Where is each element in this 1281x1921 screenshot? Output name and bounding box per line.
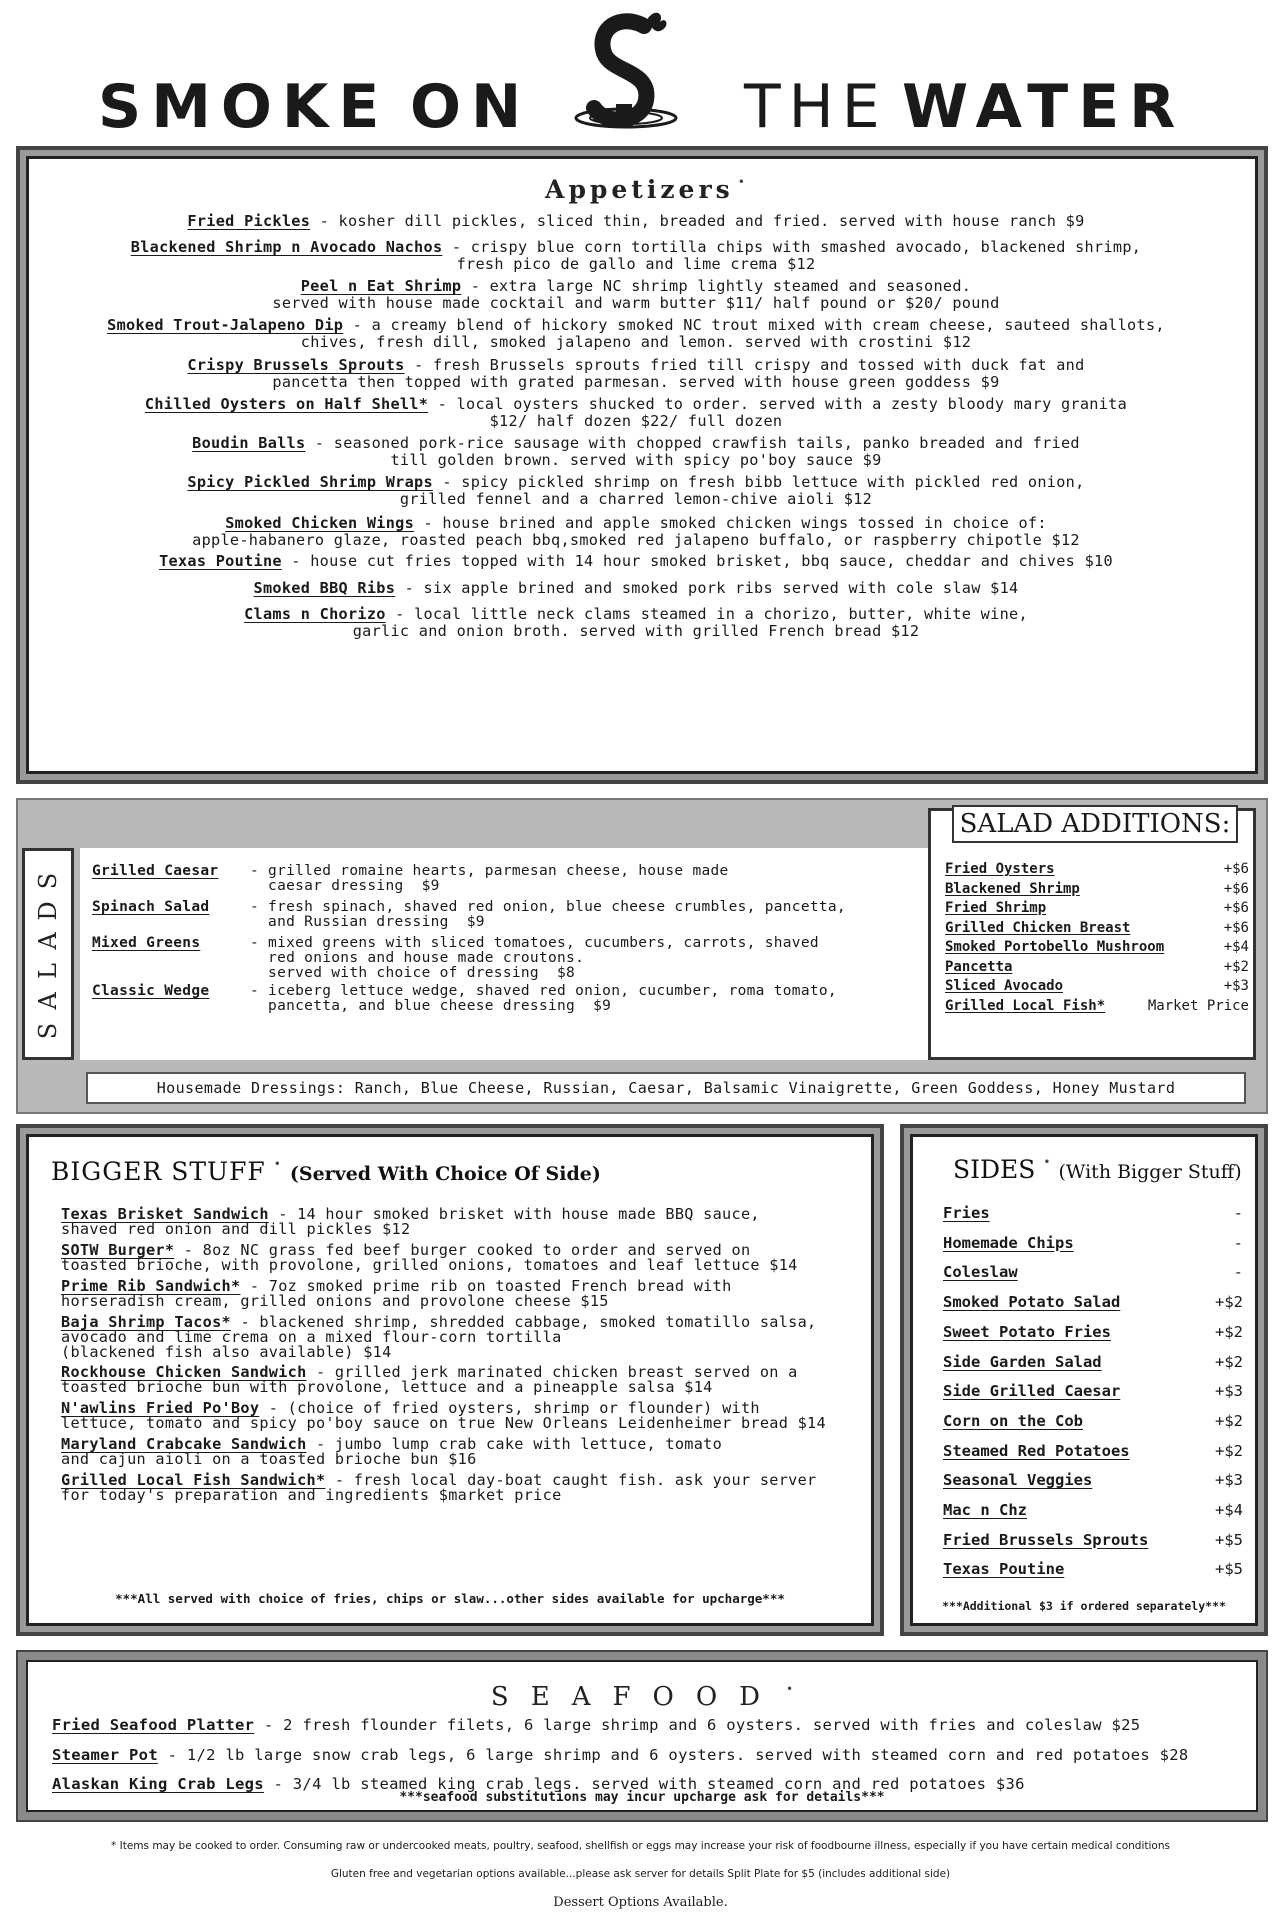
appetizer-item (29, 357, 1243, 391)
menu-header (0, 0, 1281, 145)
salads-vertical-label (22, 848, 74, 1060)
bigger-stuff-section (16, 1124, 884, 1636)
side-price: - (1233, 1204, 1243, 1222)
sides-panel (910, 1134, 1258, 1626)
sides-title: SIDES (953, 1155, 1036, 1184)
salad-addition-price: +$6 (1223, 861, 1249, 877)
bigger-stuff-description-cont: toasted brioche bun with provolone, lettuce and a pineapple salsa $14 (61, 1378, 713, 1396)
dot-icon: • (786, 1682, 794, 1696)
side-item (943, 1353, 1243, 1371)
side-name: Mac n Chz (943, 1501, 1027, 1519)
side-name: Fried Brussels Sprouts (943, 1530, 1149, 1549)
salad-name: Grilled Caesar (92, 863, 219, 879)
sides-note: ***Additional $3 if ordered separately*** (942, 1599, 1226, 1613)
bigger-stuff-item (61, 1437, 881, 1467)
salads-label-letter: D (34, 901, 62, 921)
appetizer-name: Chilled Oysters on Half Shell* (144, 395, 429, 413)
side-name: Seasonal Veggies (943, 1471, 1093, 1490)
bigger-stuff-description: - grilled jerk marinated chicken breast served on a (306, 1363, 798, 1381)
appetizer-description-cont: $12/ half dozen $22/ full dozen (489, 412, 783, 430)
salad-addition-name: Fried Shrimp (945, 900, 1047, 916)
appetizer-description-cont: chives, fresh dill, smoked jalapeno and lemon. served with crostini $12 (300, 333, 972, 351)
appetizer-name: Boudin Balls (192, 434, 306, 452)
seafood-item (52, 1746, 1189, 1764)
appetizer-line (29, 357, 1243, 374)
dot-icon: • (273, 1157, 282, 1171)
salads-list (80, 848, 928, 1060)
salad-description (250, 984, 930, 1014)
bigger-stuff-description-cont: horseradish cream, grilled onions and provolone cheese $15 (61, 1292, 609, 1310)
salad-addition-name: Smoked Portobello Mushroom (945, 939, 1165, 955)
appetizer-name: Texas Poutine (159, 552, 282, 570)
salad-addition-price: +$6 (1223, 880, 1249, 897)
salad-addition-name: Pancetta (945, 958, 1013, 975)
salad-item (92, 935, 819, 981)
appetizer-description-cont: fresh pico de gallo and lime crema $12 (456, 255, 816, 273)
salad-description (250, 936, 930, 981)
appetizer-line (29, 278, 1243, 295)
side-item (943, 1382, 1243, 1400)
side-item (943, 1234, 1243, 1252)
brand-word-the: THE (744, 72, 888, 142)
side-price: +$5 (1215, 1530, 1243, 1549)
bigger-stuff-description-cont: and cajun aioli on a toasted brioche bun $16 (61, 1450, 477, 1468)
salad-addition-price: +$4 (1223, 939, 1249, 955)
appetizer-item (29, 317, 1243, 351)
appetizer-item (29, 606, 1243, 640)
seafood-name: Fried Seafood Platter (52, 1716, 255, 1734)
bigger-stuff-title: BIGGER STUFF (51, 1157, 266, 1186)
appetizer-item (29, 474, 1243, 508)
appetizer-item (29, 580, 1243, 597)
salad-description-line: - fresh spinach, shaved red onion, blue cheese crumbles, pancetta, (250, 899, 846, 915)
side-item (943, 1531, 1243, 1549)
side-item (943, 1501, 1243, 1519)
salad-description-line: caesar dressing $9 (250, 878, 440, 894)
appetizer-line (29, 317, 1243, 334)
side-price: +$5 (1215, 1560, 1243, 1579)
salads-label-letter: S (34, 872, 62, 890)
side-price: +$2 (1215, 1441, 1243, 1460)
bigger-stuff-item (61, 1365, 881, 1395)
seafood-item (52, 1716, 1140, 1734)
salad-addition-item (945, 939, 1249, 955)
salad-addition-item (945, 959, 1249, 975)
dot-icon: • (737, 175, 745, 189)
salad-addition-price: +$6 (1223, 919, 1249, 936)
bigger-stuff-description-cont: for today's preparation and ingredients $market price (61, 1486, 562, 1504)
seafood-description: - 2 fresh flounder filets, 6 large shrimp and 6 oysters. served with fries and coleslaw $25 (254, 1716, 1141, 1734)
appetizer-name: Clams n Chorizo (244, 605, 386, 623)
side-price: +$3 (1215, 1471, 1243, 1490)
salad-addition-name: Fried Oysters (945, 861, 1055, 877)
bigger-stuff-description: - 14 hour smoked brisket with house made BBQ sauce, (268, 1205, 760, 1223)
bigger-stuff-description-cont: avocado and lime crema on a mixed flour-corn tortilla (61, 1328, 562, 1346)
appetizer-description-cont: till golden brown. served with spicy po'boy sauce $9 (390, 451, 882, 469)
bigger-stuff-name: Texas Brisket Sandwich (61, 1205, 269, 1223)
salad-additions-panel (928, 808, 1256, 1060)
side-price: +$3 (1215, 1382, 1243, 1401)
side-item (943, 1560, 1243, 1578)
seafood-title: SEAFOOD (490, 1682, 782, 1712)
side-name: Side Garden Salad (943, 1352, 1102, 1371)
appetizer-description: - fresh Brussels sprouts fried till crispy and tossed with duck fat and (404, 356, 1085, 374)
appetizer-item (29, 553, 1243, 570)
appetizer-name: Fried Pickles (187, 212, 311, 230)
salad-description (250, 864, 930, 894)
salad-item (92, 983, 837, 1014)
appetizer-item (29, 239, 1243, 273)
salad-addition-item (945, 900, 1249, 916)
side-price: +$2 (1215, 1352, 1243, 1371)
salad-addition-item (945, 920, 1249, 936)
appetizer-item (29, 278, 1243, 312)
appetizer-item (29, 213, 1243, 230)
salad-description-line: - grilled romaine hearts, parmesan cheese, house made (250, 863, 729, 879)
appetizer-description: - house brined and apple smoked chicken wings tossed in choice of: (414, 514, 1047, 532)
salad-item (92, 863, 729, 894)
bigger-stuff-description: - 7oz smoked prime rib on toasted French bread with (240, 1277, 732, 1295)
side-name: Smoked Potato Salad (943, 1293, 1121, 1312)
bigger-stuff-name: Baja Shrimp Tacos* (61, 1313, 231, 1331)
side-name: Steamed Red Potatoes (943, 1441, 1130, 1460)
side-price: - (1233, 1233, 1243, 1252)
housemade-dressings: Housemade Dressings: Ranch, Blue Cheese, Russian, Caesar, Balsamic Vinaigrette, Green Goddess, Honey Mustard (86, 1072, 1246, 1104)
appetizer-name: Smoked Chicken Wings (225, 514, 415, 532)
appetizer-line (29, 213, 1243, 230)
appetizers-panel (26, 156, 1258, 774)
appetizer-line (29, 396, 1243, 413)
side-name: Side Grilled Caesar (943, 1382, 1121, 1401)
seafood-description: - 1/2 lb large snow crab legs, 6 large shrimp and 6 oysters. served with steamed corn and red potatoes $28 (157, 1745, 1189, 1764)
brand-word-smoke: SMOKE (98, 72, 390, 142)
salad-addition-item (945, 861, 1249, 877)
side-item (943, 1204, 1243, 1222)
appetizer-description: - seasoned pork-rice sausage with chopped crawfish tails, panko breaded and fried (305, 434, 1080, 452)
bigger-stuff-name: Maryland Crabcake Sandwich (61, 1435, 307, 1453)
seafood-section (16, 1650, 1268, 1822)
salad-addition-name: Sliced Avocado (945, 978, 1064, 994)
salad-addition-price: Market Price (1147, 997, 1249, 1014)
dot-icon: • (1043, 1155, 1051, 1169)
appetizer-line (29, 580, 1243, 597)
appetizer-description-cont: grilled fennel and a charred lemon-chive aioli $12 (399, 490, 873, 508)
bigger-stuff-item (61, 1473, 881, 1503)
appetizer-line (29, 515, 1243, 532)
appetizer-description-cont: pancetta then topped with grated parmesan. served with house green goddess $9 (272, 373, 1000, 391)
side-price: +$2 (1215, 1322, 1243, 1341)
side-price: +$2 (1215, 1293, 1243, 1312)
brand-word-on: ON (410, 72, 532, 142)
appetizer-description: - crispy blue corn tortilla chips with smashed avocado, blackened shrimp, (442, 238, 1142, 256)
appetizer-name: Crispy Brussels Sprouts (187, 356, 405, 374)
seafood-name: Alaskan King Crab Legs (52, 1775, 264, 1793)
salad-description (250, 900, 930, 930)
sides-heading (953, 1155, 1242, 1184)
appetizer-description: - spicy pickled shrimp on fresh bibb lettuce with pickled red onion, (432, 473, 1085, 491)
side-price: +$4 (1215, 1501, 1243, 1519)
bigger-stuff-item (61, 1315, 881, 1360)
side-item (943, 1263, 1243, 1281)
side-name: Coleslaw (943, 1263, 1018, 1282)
side-name: Corn on the Cob (943, 1411, 1083, 1430)
bigger-stuff-description: - fresh local day-boat caught fish. ask your server (325, 1471, 817, 1489)
sides-subtitle: (With Bigger Stuff) (1058, 1161, 1242, 1183)
bigger-stuff-description-cont: shaved red onion and dill pickles $12 (61, 1220, 411, 1238)
side-name: Texas Poutine (943, 1560, 1065, 1579)
gluten-free-note: Gluten free and vegetarian options available...please ask server for details Split Plate for $5 (includes additional side) (330, 1868, 951, 1880)
appetizer-line (29, 606, 1243, 623)
bigger-stuff-note: ***All served with choice of fries, chips or slaw...other sides available for upcharge*** (115, 1591, 785, 1606)
bigger-stuff-name: N'awlins Fried Po'Boy (61, 1399, 260, 1417)
bigger-stuff-description: - 8oz NC grass fed beef burger cooked to order and served on (174, 1241, 751, 1259)
side-item (943, 1471, 1243, 1489)
side-item (943, 1323, 1243, 1341)
bigger-stuff-item (61, 1279, 881, 1309)
side-price: +$2 (1215, 1411, 1243, 1430)
appetizer-description: - six apple brined and smoked pork ribs served with cole slaw $14 (395, 579, 1019, 597)
appetizer-description-cont: apple-habanero glaze, roasted peach bbq,smoked red jalapeno buffalo, or raspberry chipotle $12 (192, 531, 1080, 549)
bigger-stuff-panel (26, 1134, 874, 1626)
appetizer-name: Peel n Eat Shrimp (300, 277, 462, 295)
bigger-stuff-heading (51, 1157, 601, 1186)
bigger-stuff-description-cont: toasted brioche, with provolone, grilled onions, tomatoes and leaf lettuce $14 (61, 1256, 798, 1274)
appetizer-line (29, 435, 1243, 452)
appetizers-section (16, 146, 1268, 784)
appetizer-name: Spicy Pickled Shrimp Wraps (187, 473, 433, 491)
salads-label-letter: A (34, 992, 62, 1010)
salad-description-line: pancetta, and blue cheese dressing $9 (250, 998, 612, 1014)
salad-name: Mixed Greens (92, 935, 201, 951)
appetizer-description-cont: served with house made cocktail and warm butter $11/ half pound or $20/ pound (272, 294, 1000, 312)
appetizer-item (29, 515, 1243, 549)
side-item (943, 1293, 1243, 1311)
seafood-panel (26, 1660, 1258, 1812)
salad-additions-title: SALAD ADDITIONS: (952, 805, 1238, 843)
appetizer-description: - house cut fries topped with 14 hour smoked brisket, bbq sauce, cheddar and chives $10 (281, 552, 1113, 570)
appetizer-item (29, 435, 1243, 469)
salad-item (92, 899, 846, 930)
salad-addition-price: +$2 (1223, 958, 1249, 975)
allergy-disclaimer: * Items may be cooked to order. Consuming raw or undercooked meats, poultry, seafood, shellfish or eggs may increase your risk of foodbourne illness, especially if you have certain medical conditions (111, 1840, 1170, 1852)
salad-description-line: and Russian dressing $9 (250, 914, 485, 930)
appetizer-name: Blackened Shrimp n Avocado Nachos (130, 238, 443, 256)
appetizer-description: - local little neck clams steamed in a chorizo, butter, white wine, (385, 605, 1028, 623)
side-item (943, 1412, 1243, 1430)
appetizer-description: - a creamy blend of hickory smoked NC trout mixed with cream cheese, sauteed shallots, (343, 316, 1165, 334)
appetizers-title: Appetizers (545, 175, 734, 204)
appetizer-name: Smoked Trout-Jalapeno Dip (107, 316, 344, 334)
bigger-stuff-description-cont: lettuce, tomato and spicy po'boy sauce on true New Orleans Leidenheimer bread $14 (61, 1414, 826, 1432)
salads-label-letter: S (34, 1022, 62, 1040)
side-name: Fries (943, 1204, 990, 1222)
bigger-stuff-name: Prime Rib Sandwich* (61, 1277, 241, 1295)
salad-name: Classic Wedge (92, 983, 210, 999)
salad-addition-name: Grilled Chicken Breast (945, 919, 1131, 936)
bigger-stuff-item (61, 1207, 881, 1237)
bigger-stuff-item (61, 1243, 881, 1273)
bigger-stuff-description: - (choice of fried oysters, shrimp or flounder) with (259, 1399, 760, 1417)
salad-addition-price: +$6 (1223, 900, 1249, 916)
salad-addition-name: Grilled Local Fish* (945, 997, 1106, 1014)
salad-description-line: served with choice of dressing $8 (250, 965, 576, 981)
seafood-note: ***seafood substitutions may incur upcharge ask for details*** (399, 1790, 885, 1805)
bigger-stuff-name: Grilled Local Fish Sandwich* (61, 1471, 326, 1489)
dessert-note: Dessert Options Available. (553, 1895, 728, 1910)
appetizer-line (29, 474, 1243, 491)
salads-label-letter: L (34, 963, 62, 979)
bigger-stuff-name: Rockhouse Chicken Sandwich (61, 1363, 307, 1381)
bigger-stuff-item (61, 1401, 881, 1431)
bigger-stuff-description: - jumbo lump crab cake with lettuce, tomato (306, 1435, 723, 1453)
salad-addition-item (945, 978, 1249, 994)
salads-label-letter: A (34, 932, 62, 950)
sides-section (900, 1124, 1268, 1636)
seafood-heading (28, 1682, 1256, 1712)
salad-addition-item (945, 998, 1249, 1014)
appetizer-name: Smoked BBQ Ribs (253, 579, 396, 597)
appetizer-item (29, 396, 1243, 430)
salad-description-line: red onions and house made croutons. (250, 950, 585, 966)
bigger-stuff-description-cont: (blackened fish also available) $14 (61, 1343, 392, 1361)
appetizer-line (29, 553, 1243, 570)
appetizer-description-cont: garlic and onion broth. served with grilled French bread $12 (352, 622, 920, 640)
swan-logo-icon (566, 8, 686, 138)
seafood-name: Steamer Pot (52, 1745, 158, 1764)
seafood-description: - 3/4 lb steamed king crab legs. served with steamed corn and red potatoes $36 (263, 1775, 1025, 1793)
bigger-stuff-name: SOTW Burger* (61, 1241, 175, 1259)
salad-addition-price: +$3 (1223, 978, 1249, 994)
bigger-stuff-description: - blackened shrimp, shredded cabbage, smoked tomatillo salsa, (231, 1313, 817, 1331)
appetizer-description: - kosher dill pickles, sliced thin, breaded and fried. served with house ranch $9 (310, 212, 1085, 230)
salad-addition-name: Blackened Shrimp (945, 880, 1080, 897)
appetizer-line (29, 239, 1243, 256)
appetizers-heading (29, 175, 1261, 204)
salad-name: Spinach Salad (92, 899, 210, 915)
salad-addition-item (945, 881, 1249, 897)
side-price: - (1233, 1263, 1243, 1282)
side-name: Sweet Potato Fries (943, 1322, 1111, 1341)
bigger-stuff-subtitle: (Served With Choice Of Side) (289, 1163, 601, 1185)
brand-word-water: WATER (902, 72, 1186, 142)
appetizer-description: - extra large NC shrimp lightly steamed and seasoned. (461, 277, 972, 295)
appetizer-description: - local oysters shucked to order. served with a zesty bloody mary granita (428, 395, 1128, 413)
salad-description-line: - mixed greens with sliced tomatoes, cucumbers, carrots, shaved (250, 935, 819, 951)
side-item (943, 1442, 1243, 1460)
side-name: Homemade Chips (943, 1233, 1074, 1252)
salad-description-line: - iceberg lettuce wedge, shaved red onion, cucumber, roma tomato, (250, 983, 837, 999)
